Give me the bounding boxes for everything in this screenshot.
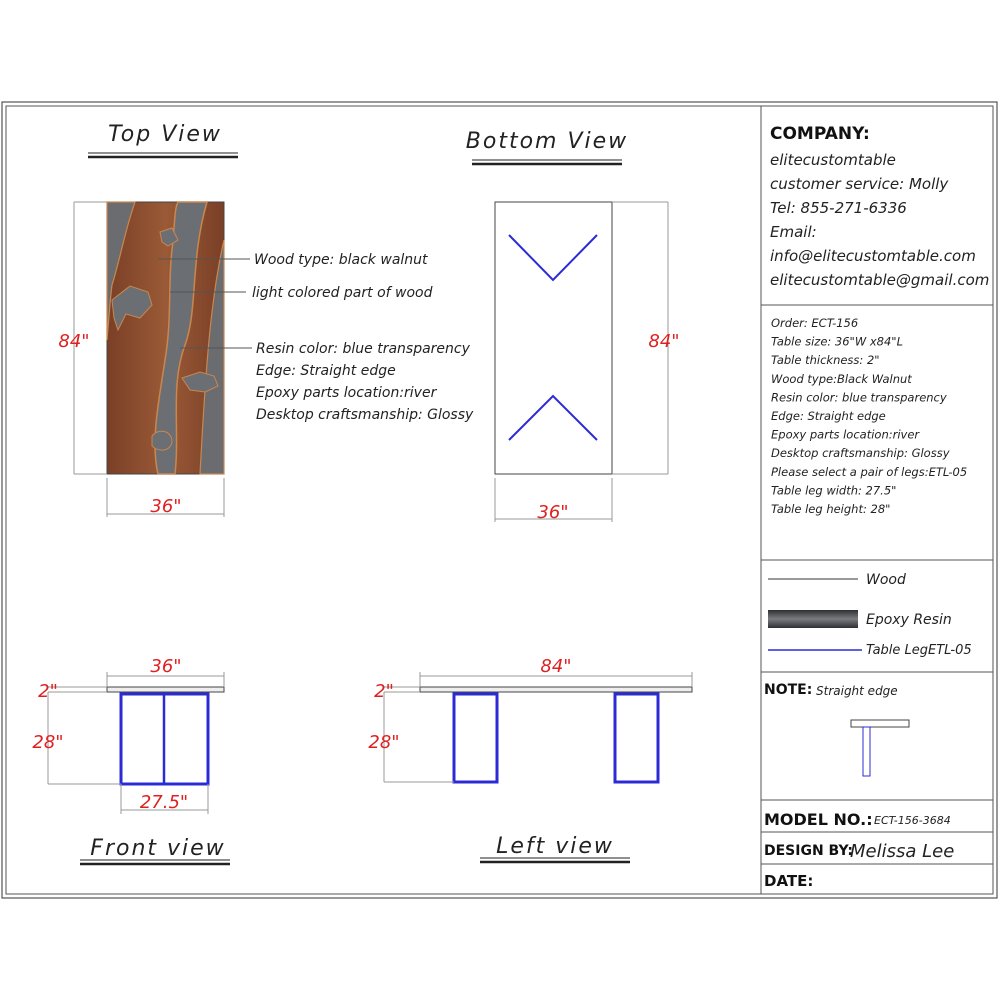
model-label: MODEL NO.: [764,810,873,829]
bottom-view-width-dim: 36" [537,502,569,523]
legend-wood: Wood [866,572,906,588]
model-value: ECT-156-3684 [874,814,951,827]
title-block [761,124,993,890]
left-height-dim: 28" [368,732,400,753]
front-height-dim: 28" [32,732,64,753]
spec-item: Table leg width: 27.5" [771,483,897,498]
front-tabletop [107,687,224,692]
company-email-label: Email: [770,223,817,241]
tabletop-bottom-view [495,202,612,474]
left-tabletop [420,687,692,692]
left-view-title: Left view [496,834,614,859]
top-view-title: Top View [108,122,222,147]
legend-resin-swatch [768,610,858,628]
company-heading: COMPANY: [770,124,870,144]
spec-item: Table thickness: 2" [771,353,880,368]
spec-list [771,316,967,516]
left-leg-1 [454,694,497,782]
callout-wood-type: Wood type: black walnut [254,252,428,268]
company-tel: Tel: 855-271-6336 [770,199,907,217]
front-width-dim: 36" [150,656,182,677]
left-view [368,656,692,862]
spec-item: Resin color: blue transparency [771,390,947,405]
top-view [58,122,474,517]
legend-resin: Epoxy Resin [866,612,952,628]
callout-craft: Desktop craftsmanship: Glossy [256,407,474,423]
front-view [32,656,230,864]
left-leg-2 [615,694,658,782]
callout-epoxy: Epoxy parts location:river [256,385,437,401]
note-label: NOTE: [764,682,813,698]
front-thickness-dim: 2" [38,681,58,702]
left-thickness-dim: 2" [374,681,394,702]
left-length-dim: 84" [540,656,572,677]
front-leg-width-dim: 27.5" [139,792,189,813]
tabletop-top-view [107,202,224,474]
date-label: DATE: [764,872,814,890]
bottom-view-length-dim: 84" [648,331,680,352]
callout-resin: Resin color: blue transparency [256,341,470,357]
company-name: elitecustomtable [770,151,896,169]
top-view-width-dim: 36" [150,496,182,517]
company-email-1: info@elitecustomtable.com [770,247,976,265]
spec-item: Table size: 36"W x84"L [771,334,904,349]
company-service: customer service: Molly [770,175,949,193]
design-label: DESIGN BY: [764,843,853,859]
spec-item: Table leg height: 28" [771,502,891,516]
spec-item: Please select a pair of legs:ETL-05 [771,464,968,479]
spec-item: Wood type:Black Walnut [771,371,912,386]
spec-item: Edge: Straight edge [771,409,886,423]
front-view-title: Front view [90,836,226,861]
spec-item: Epoxy parts location:river [771,427,920,442]
callout-edge: Edge: Straight edge [256,363,396,379]
callout-light-wood: light colored part of wood [252,285,433,301]
bottom-view [466,129,680,523]
legend-leg: Table LegETL-05 [866,643,972,658]
spec-item: Order: ECT-156 [771,316,859,330]
spec-item: Desktop craftsmanship: Glossy [771,446,950,461]
note-edge-leg [863,727,870,776]
company-email-2: elitecustomtable@gmail.com [770,271,990,289]
top-view-length-dim: 84" [58,331,90,352]
note-edge-top [851,720,909,727]
note-text: Straight edge [816,684,898,698]
design-value: Melissa Lee [850,841,955,862]
bottom-view-title: Bottom View [465,129,629,154]
